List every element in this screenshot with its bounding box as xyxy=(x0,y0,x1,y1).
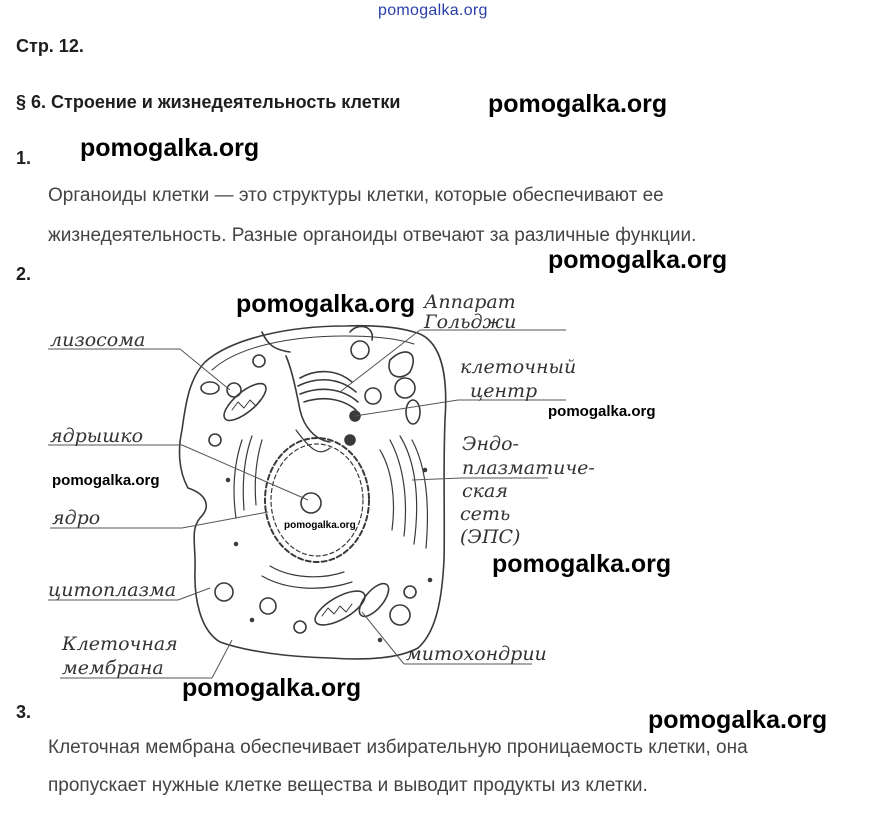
watermark: pomogalka.org xyxy=(648,706,828,734)
watermark: pomogalka.org xyxy=(182,674,362,702)
question-1-line-1: Органоиды клетки — это структуры клетки, которые обеспечивают ее xyxy=(48,185,664,206)
label-membrane-2: мембрана xyxy=(62,657,164,679)
label-er-2: плазматиче- xyxy=(462,457,595,479)
label-er-3: ская xyxy=(462,480,508,502)
watermark: pomogalka.org xyxy=(284,520,356,531)
label-nucleus: ядро xyxy=(52,507,101,529)
label-lysosome: лизосома xyxy=(50,329,146,351)
watermark: pomogalka.org xyxy=(492,550,672,578)
label-centre-1: клеточный xyxy=(460,356,577,378)
watermark: pomogalka.org xyxy=(52,472,160,489)
label-er-5: (ЭПС) xyxy=(460,526,521,548)
watermark: pomogalka.org xyxy=(236,290,416,318)
label-er-4: сеть xyxy=(460,503,511,525)
watermark: pomogalka.org xyxy=(548,246,728,274)
label-centre-2: центр xyxy=(470,380,538,402)
label-golgi-2: Гольджи xyxy=(424,311,517,333)
question-3-line-2: пропускает нужные клетке вещества и выводит продукты из клетки. xyxy=(48,775,648,796)
question-1-line-2: жизнедеятельность. Разные органоиды отвечают за различные функции. xyxy=(48,225,697,246)
label-membrane-1: Клеточная xyxy=(62,633,178,655)
nucleus-shape xyxy=(265,438,369,562)
top-watermark: pomogalka.org xyxy=(378,2,488,19)
question-1-number: 1. xyxy=(16,148,32,168)
label-nucleolus: ядрышко xyxy=(50,425,144,447)
watermark: pomogalka.org xyxy=(488,90,668,118)
watermark: pomogalka.org xyxy=(80,134,260,162)
page-number: Стр. 12. xyxy=(16,36,84,56)
label-cytoplasm: цитоплазма xyxy=(48,579,177,601)
watermark: pomogalka.org xyxy=(548,403,656,420)
label-er-1: Эндо- xyxy=(462,433,519,455)
question-3-number: 3. xyxy=(16,702,32,722)
label-golgi-1: Аппарат xyxy=(424,291,516,313)
question-2-number: 2. xyxy=(16,264,32,284)
label-mitochondria: митохондрии xyxy=(406,643,547,665)
question-3-line-1: Клеточная мембрана обеспечивает избирательную проницаемость клетки, она xyxy=(48,737,748,758)
nucleolus-shape xyxy=(301,493,321,513)
section-title: § 6. Строение и жизнедеятельность клетки xyxy=(16,92,401,112)
